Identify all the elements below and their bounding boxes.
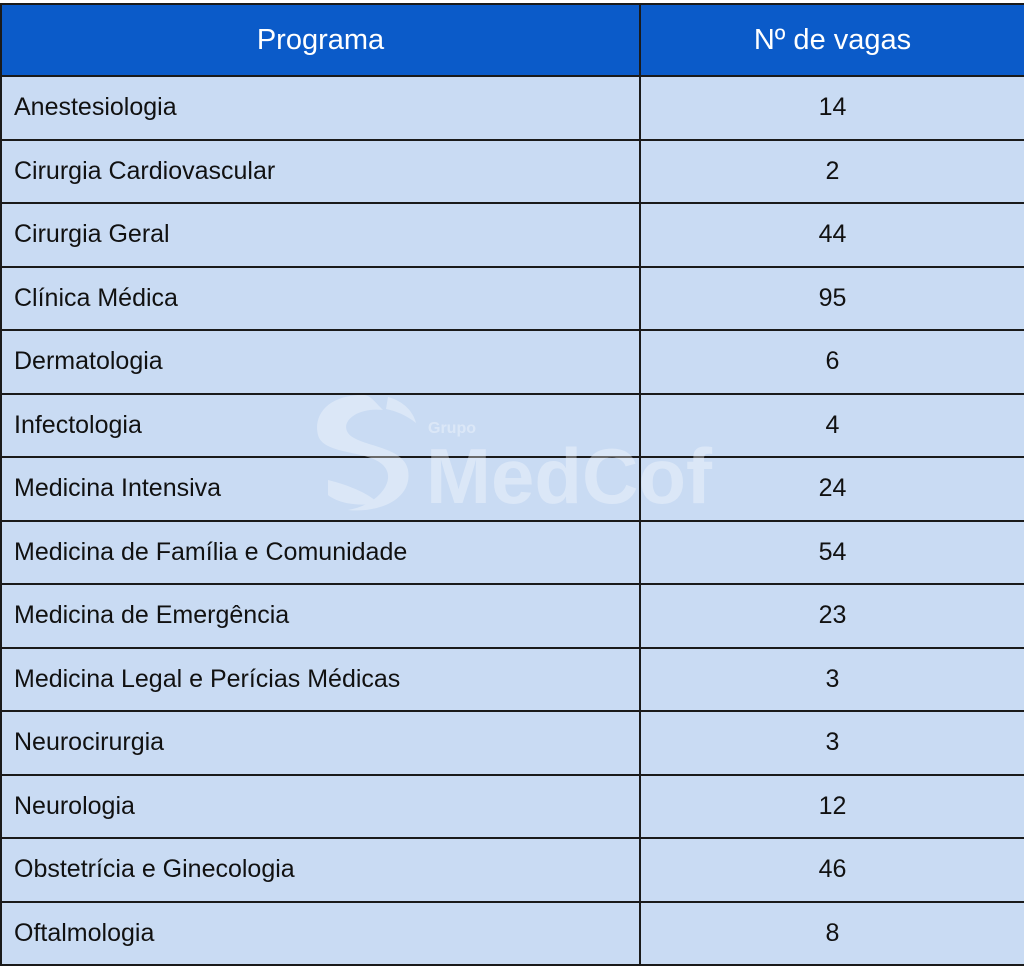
vacancy-count: 3: [640, 711, 1024, 775]
table-row: [1, 394, 1024, 458]
table-row: [1, 711, 1024, 775]
program-name: Neurocirurgia: [1, 711, 640, 775]
table-row: [1, 457, 1024, 521]
vacancy-count: 44: [640, 203, 1024, 267]
program-name: Anestesiologia: [1, 76, 640, 140]
vacancy-count: 12: [640, 775, 1024, 839]
vacancy-count: 14: [640, 76, 1024, 140]
vacancy-count: 95: [640, 267, 1024, 331]
vacancies-table-container: [0, 3, 1024, 966]
header-vacancies: Nº de vagas: [640, 4, 1024, 76]
table-row: [1, 521, 1024, 585]
table-row: [1, 584, 1024, 648]
program-name: Cirurgia Cardiovascular: [1, 140, 640, 204]
program-name: Medicina de Família e Comunidade: [1, 521, 640, 585]
program-name: Clínica Médica: [1, 267, 640, 331]
program-name: Medicina de Emergência: [1, 584, 640, 648]
vacancy-count: 6: [640, 330, 1024, 394]
program-name: Cirurgia Geral: [1, 203, 640, 267]
program-name: Medicina Intensiva: [1, 457, 640, 521]
program-name: Dermatologia: [1, 330, 640, 394]
table-row: [1, 838, 1024, 902]
table-row: [1, 76, 1024, 140]
vacancy-count: 3: [640, 648, 1024, 712]
program-name: Neurologia: [1, 775, 640, 839]
watermark-brand: MedCof: [426, 432, 712, 520]
table-row: [1, 267, 1024, 331]
table-row: [1, 330, 1024, 394]
vacancy-count: 24: [640, 457, 1024, 521]
vacancy-count: 4: [640, 394, 1024, 458]
table-row: [1, 902, 1024, 966]
table-row: [1, 203, 1024, 267]
program-name: Infectologia: [1, 394, 640, 458]
table-row: [1, 648, 1024, 712]
vacancy-count: 54: [640, 521, 1024, 585]
table-row: [1, 140, 1024, 204]
vacancy-count: 8: [640, 902, 1024, 966]
vacancy-count: 23: [640, 584, 1024, 648]
program-name: Medicina Legal e Perícias Médicas: [1, 648, 640, 712]
program-name: Oftalmologia: [1, 902, 640, 966]
vacancy-count: 46: [640, 838, 1024, 902]
header-program: Programa: [1, 4, 640, 76]
vacancy-count: 2: [640, 140, 1024, 204]
vacancies-table: [0, 3, 1024, 966]
table-header-row: [1, 4, 1024, 76]
program-name: Obstetrícia e Ginecologia: [1, 838, 640, 902]
watermark-prefix: Grupo: [428, 420, 476, 437]
table-row: [1, 775, 1024, 839]
